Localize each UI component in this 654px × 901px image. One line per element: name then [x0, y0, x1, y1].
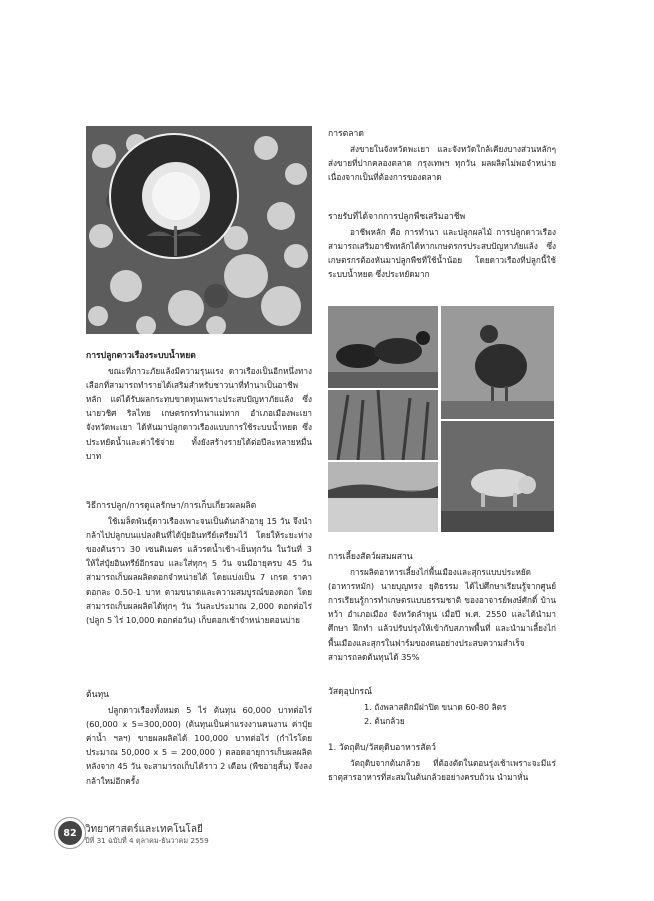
fish-pond-photo — [328, 462, 438, 532]
section-title-cost: ต้นทุน — [86, 690, 109, 700]
list-item: 1. ถังพลาสติกมีฝาปิด ขนาด 60-80 ลิตร — [364, 701, 507, 712]
right-column-livestock — [328, 550, 556, 664]
section-title-income: รายรับที่ได้จากการปลูกพืชเสริมอาชีพ — [328, 212, 466, 222]
section-title-methods: วิธีการปลูก/การดูแลรักษา/การเก็บเกี่ยวผลผลิต — [86, 501, 257, 511]
section-text-livestock: การผลิตอาหารเลี้ยงไก่พื้นเมืองและสุกรแบบประหยัด (อาหารหมัก) นายบุญทรง ยุติธรรม ได้ไปศึกษาเรียนรู้จากศูนย์การเรียนรู้การทำเกษตรแบบธรรมชาติ ของอาจารย์พงษ์ศักดิ์ บ้านหว้า อำเภอเมือง จังหวัดลำพูน เมื่อปี พ.ศ. 2550 และได้นำมาศึกษา ฝึกทำ แล้วปรับปรุงให้เข้ากับสภาพพื้นที่ และนำมาเลี้ยงไก่พื้นเมืองและสุกรในฟาร์มของตนอย่างประสบความสำเร็จ สามารถลดต้นทุนได้ 35% — [328, 566, 556, 662]
section-title-livestock: การเลี้ยงสัตว์ผสมผสาน — [328, 552, 413, 562]
rooster-photo — [441, 306, 554, 419]
section-text-methods: ใช้เมล็ดพันธุ์ดาวเรืองเพาะจนเป็นต้นกล้าอายุ 15 วัน จึงนำกล้าไปปลูกบนแปลงดินที่ได้ปุ๋ยอินทรีย์เตรียมไว้ โดยให้ระยะห่างของต้นราว 30 เซนติเมตร แล้วรดน้ำเช้า-เย็นทุกวัน ในวันที่ 3 ให้ใส่ปุ๋ยอินทรีย์อีกรอบ และใส่ทุกๆ 5 วัน จนมีอายุครบ 45 วัน สามารถเก็บผลผลิตดอกจำหน่ายได้ โดยแบ่งเป็น 7 เกรด ราคาดอกละ 0.50-1 บาท ตามขนาดและความสมบูรณ์ของดอก โดยสามารถเก็บผลผลิตได้ทุกๆ วัน วันละประมาณ 2,000 ดอกต่อไร่ (ปลูก 5 ไร่ 10,000 ดอกต่อวัน) เก็บดอกเช้าจำหน่ายตอนบ่าย — [86, 515, 312, 625]
ducks-photo — [328, 306, 438, 388]
journal-title: วิทยาศาสตร์และเทคโนโลยี — [85, 824, 203, 835]
section-text-income: อาชีพหลัก คือ การทำนา และปลูกผลไม้ การปลูกดาวเรืองสามารถเสริมอาชีพหลักได้หากเกษตรกรประสบปัญหาภัยแล้ง ซึ่งเกษตรกรต้องหันมาปลูกพืชที่ใช้น้ำน้อย โดยดาวเรืองที่ปลูกนี้ใช้ระบบน้ำหยด ซึ่งประหยัดมาก — [328, 226, 556, 280]
right-column-marketing — [328, 127, 556, 184]
right-column-income — [328, 210, 556, 281]
section-text-drip-marigold: ขณะที่ภาวะภัยแล้งมีความรุนแรง ดาวเรืองเป็นอีกหนึ่งทางเลือกที่สามารถทำรายได้เสริมสำหรับชาวนาที่ทำนาเป็นอาชีพหลัก แต่ได้รับผลกระทบขาดทุนเพราะประสบปัญหาภัยแล้ง ซึ่งนายวชิศ ริลไทย เกษตรกรทำนาแม่ทาก อำเภอเมืองพะเยา จังหวัดพะเยา ได้หันมาปลูกดาวเรืองแบบการใช้ระบบน้ำหยด ซึ่งประหยัดน้ำและค่าใช้จ่าย ทั้งยังสร้างรายได้ต่อปีละหลายหมื่นบาท — [86, 365, 312, 461]
section-text-cost: ปลูกดาวเรืองทั้งหมด 5 ไร่ ต้นทุน 60,000 บาทต่อไร่ (60,000 x 5=300,000) (ต้นทุนเป็นค่าแรงงานคนงาน ค่าปุ๋ย ค่าน้ำ ฯลฯ) ขายผลผลิตได้ 100,000 บาทต่อไร่ (กำไรโดยประมาณ 50,000 x 5 = 200,000 ) ตลอดอายุการเก็บผลผลิตหลังจาก 45 วัน จะสามารถเก็บได้ราว 2 เดือน (พืชอายุสั้น) จึงลงกล้าใหม่อีกครั้ง — [86, 704, 312, 786]
marigold-field-photo — [86, 126, 312, 334]
journal-issue: ปีที่ 31 ฉบับที่ 4 ตุลาคม-ธันวาคม 2559 — [85, 836, 209, 845]
section-title-drip-marigold: การปลูกดาวเรืองระบบน้ำหยด — [86, 351, 196, 361]
left-column-cost — [86, 688, 312, 788]
left-column-methods — [86, 499, 312, 627]
right-column-materials — [328, 685, 556, 728]
right-column-raw-materials — [328, 741, 556, 784]
materials-list — [328, 700, 556, 728]
section-title-raw-materials: 1. วัตถุดิบ/วัสดุดิบอาหารสัตว์ — [328, 743, 436, 753]
section-text-marketing: ส่งขายในจังหวัดพะเยา และจังหวัดใกล้เคียงบางส่วนหลักๆ ส่งขายที่ปากคลองตลาด กรุงเทพฯ ทุกวัน ผลผลิตไม่พอจำหน่าย เนื่องจากเป็นที่ต้องการของตลาด — [328, 143, 556, 182]
left-column — [86, 349, 312, 463]
section-title-materials: วัสดุอุปกรณ์ — [328, 687, 373, 697]
banana-plants-photo — [328, 390, 438, 460]
page-number: 82 — [58, 821, 82, 845]
section-title-marketing: การตลาด — [328, 129, 364, 139]
section-text-raw-materials: วัตถุดิบจากต้นกล้วย ที่ต้องตัดในตอนรุ่งเช้าเพราะจะมีแร่ธาตุสารอาหารที่สะสมในต้นกล้วยอย่างครบถ้วน นำมาหั่น — [328, 757, 556, 782]
list-item: 2. ต้นกล้วย — [364, 715, 405, 726]
pig-photo — [441, 421, 554, 532]
